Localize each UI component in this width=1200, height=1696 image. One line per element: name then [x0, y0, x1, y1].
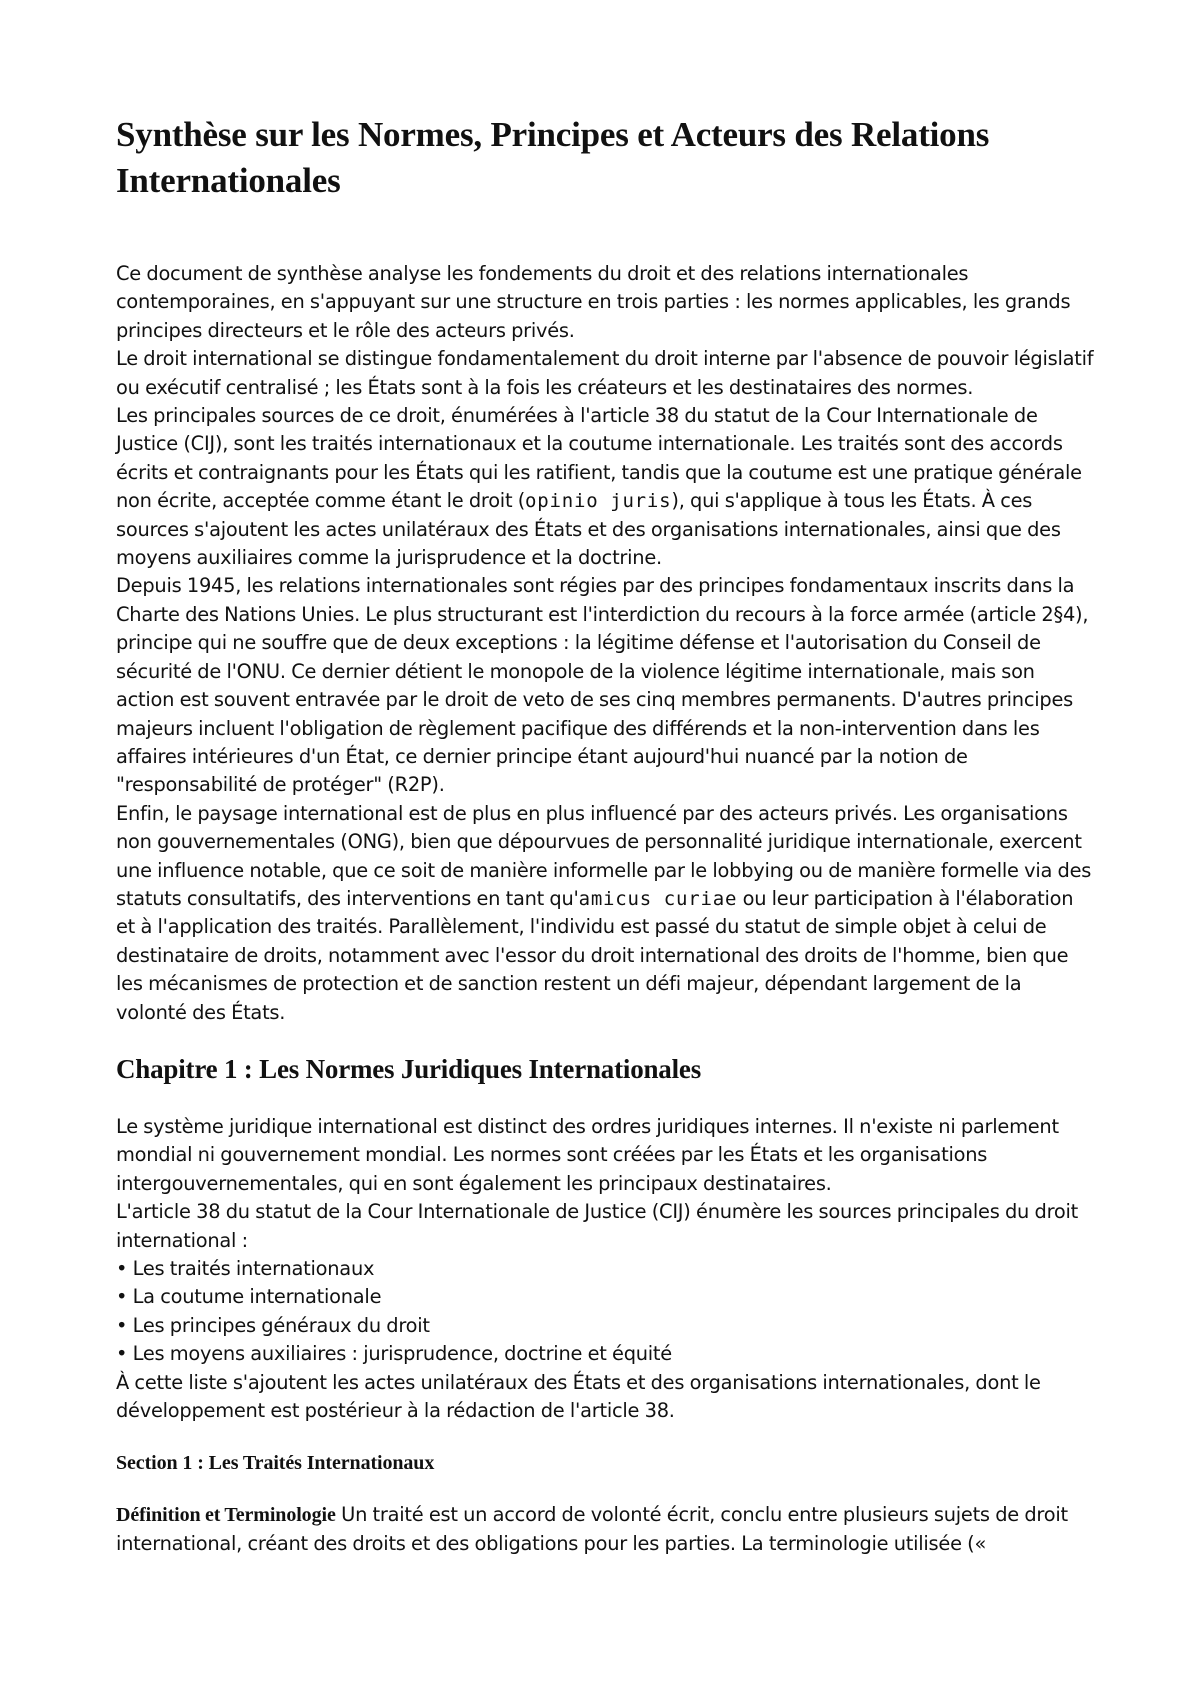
- list-item: • Les moyens auxiliaires : jurisprudence, doctrine et équité: [116, 1342, 672, 1366]
- text-run: Les principales sources de ce droit, énumérées à l'article 38 du statut de la Cour Internationale de Justice (CIJ), sont les traités internationaux et la coutume internationale. Les traités sont des accords écrits et contraignants pour les États qui les ratifient, tandis que la coutume est une pratique générale non écrite, acceptée comme étant le droit (: [116, 404, 1082, 513]
- intro-paragraph: Depuis 1945, les relations internationales sont régies par des principes fondamentaux inscrits dans la Charte des Nations Unies. Le plus structurant est l'interdiction du recours à la force armée (article 2§4), principe qui ne souffre que de deux exceptions : la légitime défense et l'autorisation du Conseil de sécurité de l'ONU. Ce dernier détient le monopole de la violence légitime internationale, mais son action est souvent entravée par le droit de veto de ses cinq membres permanents. D'autres principes majeurs incluent l'obligation de règlement pacifique des différends et la non-intervention dans les affaires intérieures d'un État, ce dernier principe étant aujourd'hui nuancé par la notion de "responsabilité de protéger" (R2P).: [116, 574, 1089, 797]
- chapter-paragraph: À cette liste s'ajoutent les actes unilatéraux des États et des organisations internationales, dont le développement est postérieur à la rédaction de l'article 38.: [116, 1370, 1041, 1423]
- intro-paragraph: [116, 402, 1096, 572]
- chapter-paragraph: Le système juridique international est distinct des ordres juridiques internes. Il n'existe ni parlement mondial ni gouvernement mondial. Les normes sont créées par les États et les organisations intergouvernementales, qui en sont également les principaux destinataires.: [116, 1114, 1059, 1195]
- list-item: • Les principes généraux du droit: [116, 1313, 430, 1337]
- intro-paragraph: [116, 800, 1096, 1027]
- list-item: • La coutume internationale: [116, 1285, 382, 1309]
- intro-paragraph: Le droit international se distingue fondamentalement du droit interne par l'absence de pouvoir législatif ou exécutif centralisé ; les États sont à la fois les créateurs et les destinataires des normes.: [116, 347, 1094, 399]
- text-run: Enfin, le paysage international est de plus en plus influencé par des acteurs privés. Les organisations non gouvernementales (ONG), bien que dépourvues de personnalité juridique internationale, exercent une influence notable, que ce soit de manière informelle par le lobbying ou de manière formelle via des statuts consultatifs, des interventions en tant qu': [116, 801, 1092, 910]
- section-heading: Section 1 : Les Traités Internationaux: [116, 1452, 435, 1475]
- chapter-body: [116, 1113, 1096, 1425]
- document-title: Synthèse sur les Normes, Principes et Acteurs des Relations Internationales: [116, 115, 990, 200]
- chapter-heading: Chapitre 1 : Les Normes Juridiques Internationales: [116, 1053, 702, 1084]
- list-item: • Les traités internationaux: [116, 1257, 375, 1280]
- text-run: Un traité est un accord de volonté écrit, conclu entre plusieurs sujets de droit international, créant des droits et des obligations pour les parties. La terminologie utilisée («: [116, 1503, 1068, 1555]
- text-run: ), qui s'applique à tous les États. À ces sources s'ajoutent les actes unilatéraux des États et des organisations internationales, ainsi que des moyens auxiliaires comme la jurisprudence et la doctrine.: [116, 489, 1061, 570]
- latin-term: amicus curiae: [578, 887, 738, 910]
- intro-section: [116, 260, 1096, 1027]
- latin-term: opinio juris: [525, 490, 672, 513]
- chapter-paragraph: L'article 38 du statut de la Cour Internationale de Justice (CIJ) énumère les sources principales du droit international :: [116, 1200, 1078, 1252]
- intro-paragraph: Ce document de synthèse analyse les fondements du droit et des relations internationales contemporaines, en s'appuyant sur une structure en trois parties : les normes applicables, les grands principes directeurs et le rôle des acteurs privés.: [116, 262, 1071, 342]
- run-in-heading: Définition et Terminologie: [116, 1504, 336, 1527]
- document-page: [116, 112, 1096, 1558]
- section-paragraph: [116, 1501, 1096, 1558]
- text-run: ou leur participation à l'élaboration et à l'application des traités. Parallèlement, l'individu est passé du statut de simple objet à celui de destinataire de droits, notamment avec l'essor du droit international des droits de l'homme, bien que les mécanismes de protection et de sanction restent un défi majeur, dépendant largement de la volonté des États.: [116, 886, 1074, 1024]
